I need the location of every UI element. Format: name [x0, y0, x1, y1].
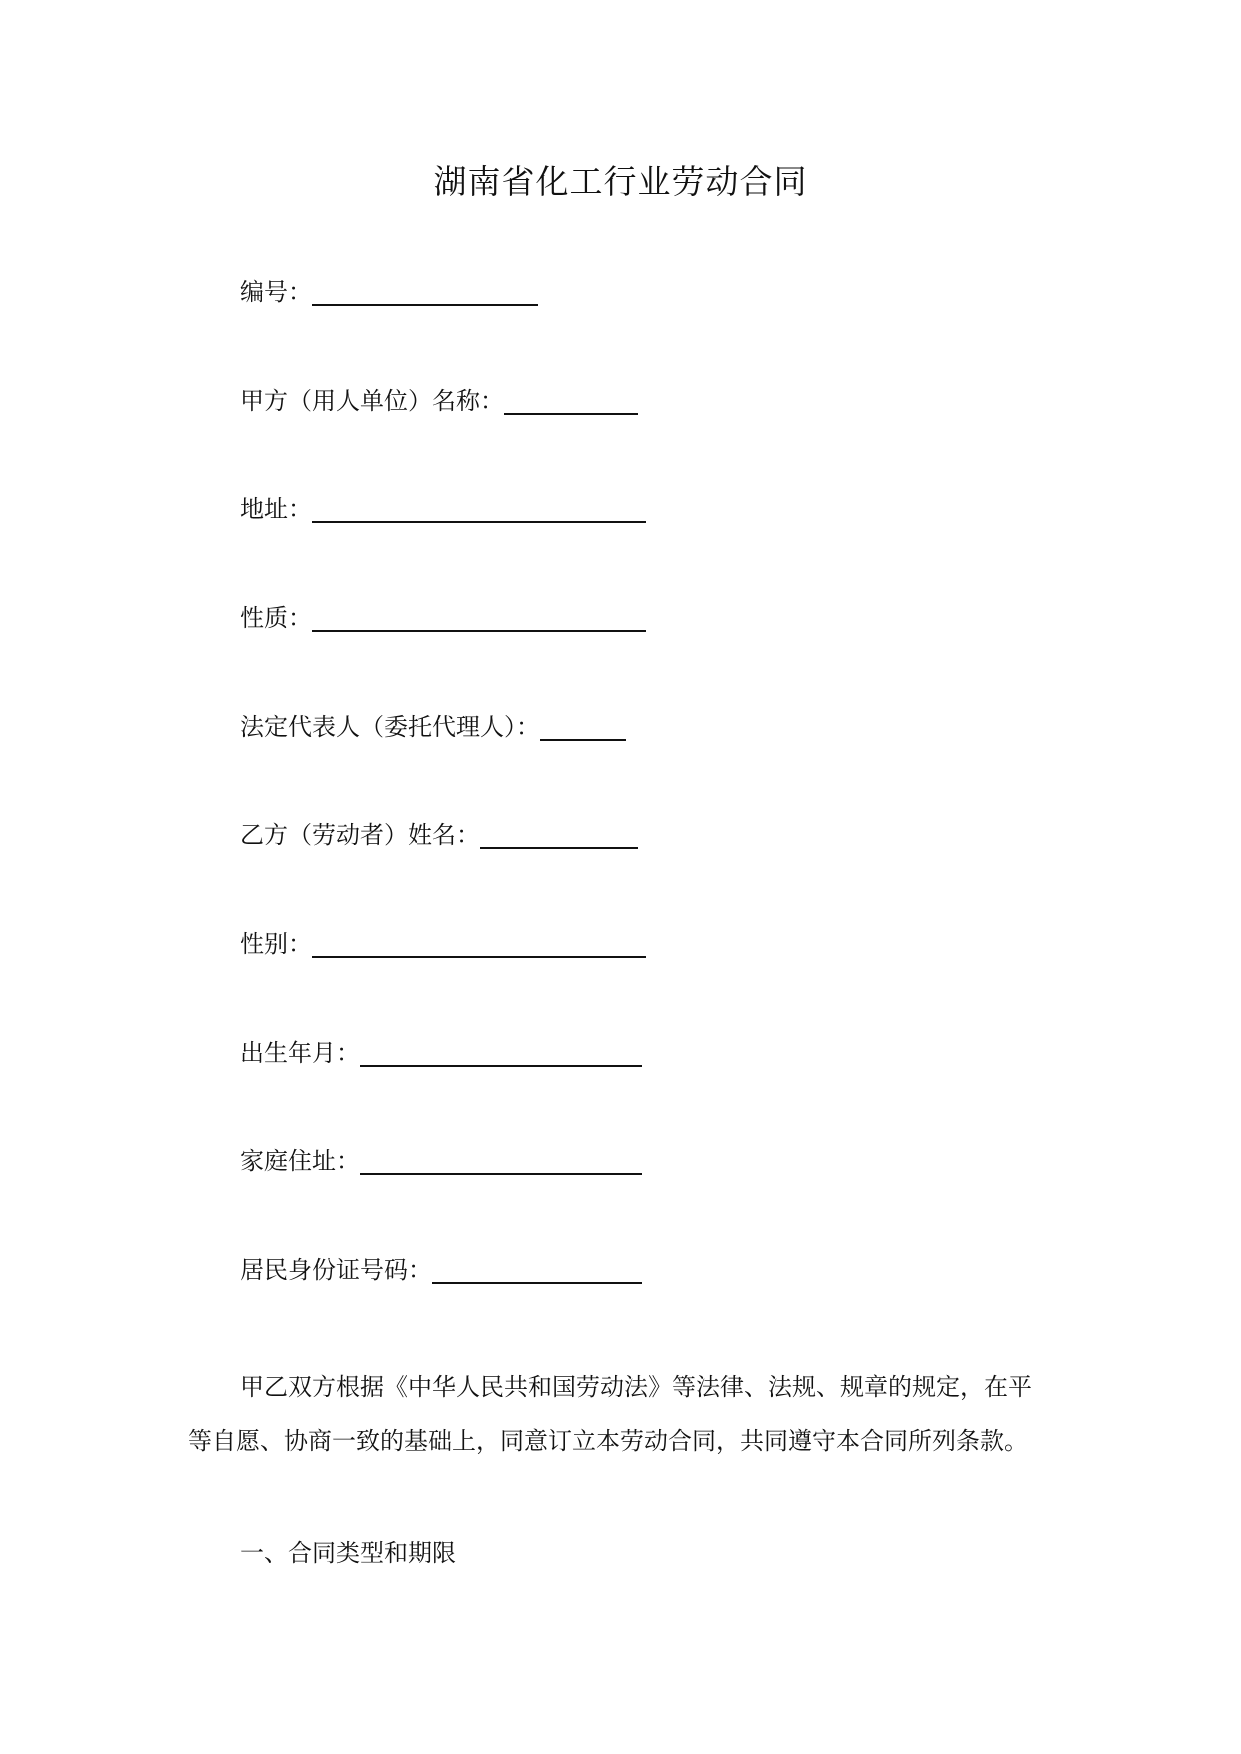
field-birth-date: [240, 1037, 642, 1071]
intro-paragraph-line-1: 甲乙双方根据《中华人民共和国劳动法》等法律、法规、规章的规定，在平: [240, 1373, 1032, 1401]
field-label: 居民身份证号码：: [240, 1256, 432, 1284]
nature-blank[interactable]: [312, 602, 646, 632]
field-nature: [240, 602, 646, 636]
legal-representative-blank[interactable]: [540, 711, 626, 741]
employer-name-blank[interactable]: [504, 385, 638, 415]
field-home-address: [240, 1145, 642, 1179]
birth-date-blank[interactable]: [360, 1037, 642, 1067]
field-label: 家庭住址：: [240, 1147, 360, 1175]
document-title: 湖南省化工行业劳动合同: [433, 162, 808, 201]
contract-number-blank[interactable]: [312, 276, 538, 306]
field-gender: [240, 928, 646, 962]
field-label: 性质：: [240, 604, 312, 632]
id-number-blank[interactable]: [432, 1254, 642, 1284]
field-label: 甲方（用人单位）名称：: [240, 387, 504, 415]
home-address-blank[interactable]: [360, 1145, 642, 1175]
employee-name-blank[interactable]: [480, 819, 638, 849]
field-label: 编号：: [240, 278, 312, 306]
field-label: 性别：: [240, 930, 312, 958]
gender-blank[interactable]: [312, 928, 646, 958]
field-label: 地址：: [240, 495, 312, 523]
field-id-number: [240, 1254, 642, 1288]
field-label: 法定代表人（委托代理人）：: [240, 713, 540, 741]
field-label: 乙方（劳动者）姓名：: [240, 821, 480, 849]
field-employer-name: [240, 385, 638, 419]
field-employee-name: [240, 819, 638, 853]
field-label: 出生年月：: [240, 1039, 360, 1067]
address-blank[interactable]: [312, 493, 646, 523]
field-address: [240, 493, 646, 527]
section-heading-1: 一、合同类型和期限: [240, 1539, 456, 1567]
field-contract-number: [240, 276, 538, 310]
intro-paragraph-line-2: 等自愿、协商一致的基础上，同意订立本劳动合同，共同遵守本合同所列条款。: [188, 1427, 1028, 1455]
field-legal-representative: [240, 711, 626, 745]
